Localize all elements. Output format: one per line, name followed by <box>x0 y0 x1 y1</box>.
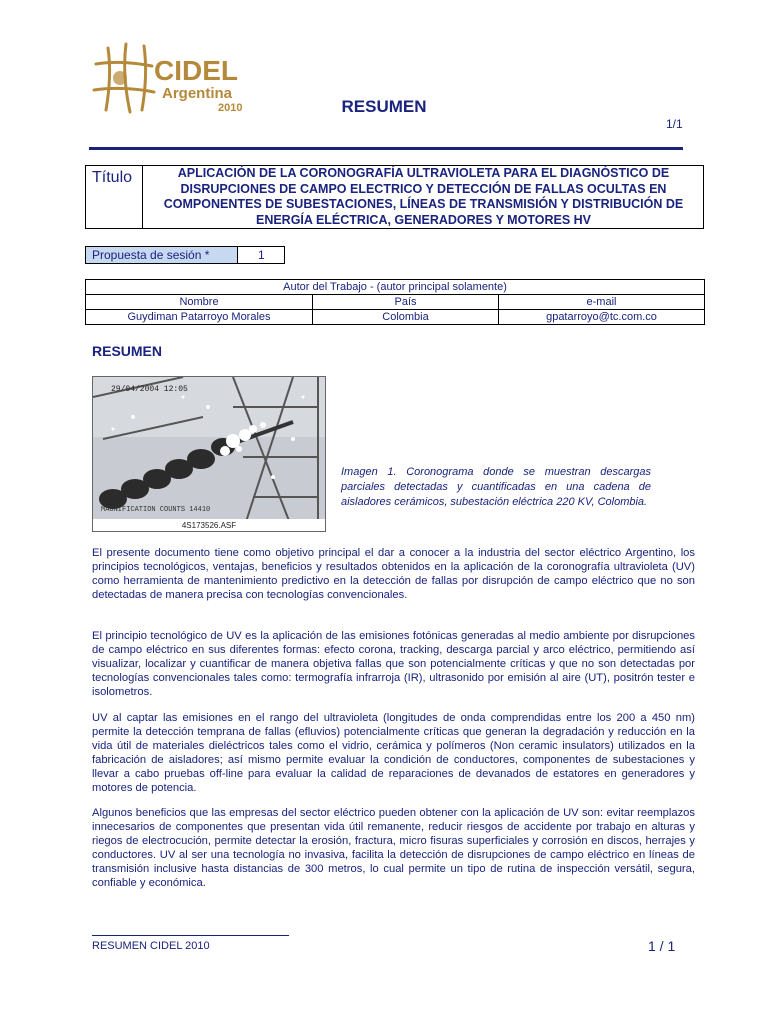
session-label: Propuesta de sesión * <box>85 246 238 264</box>
paragraph: UV al captar las emisiones en el rango del ultravioleta (longitudes de onda comprendidas entre los 200 a 450 nm) permite la detección temprana de fallas (efluvios) potencialmente críticas que generan la degradación y reducción en la vida útil de materiales dieléctricos tales como el vidrio, cerámica y polímeros (Non ceramic insulators) utilizados en la fabricación de aisladores; así mismo permite evaluar la condición de conductores, componentes de subestaciones y llevar a cabo pruebas off-line para evaluar la calidad de reparaciones de devanados de estatores en generadores y motores de potencia. <box>92 712 695 794</box>
logo-year: 2010 <box>218 102 243 114</box>
author-email: gpatarroyo@tc.com.co <box>499 310 705 325</box>
footer-page-number: 1 / 1 <box>648 938 676 954</box>
author-table-heading-row <box>86 280 705 295</box>
logo-brand: CIDEL <box>154 55 238 86</box>
logo-country: Argentina <box>162 85 233 102</box>
image-caption: Imagen 1. Coronograma donde se muestran descargas parciales detectadas y cuantificadas en una cadena de aisladores cerámicos, subestación eléctrica 220 KV, Colombia. <box>341 466 651 508</box>
title-box <box>85 165 704 229</box>
table-row <box>86 310 705 325</box>
photo-timestamp: 29/04/2004 12:05 <box>111 385 188 394</box>
paper-title: APLICACIÓN DE LA CORONOGRAFÍA ULTRAVIOLETA PARA EL DIAGNÓSTICO DE DISRUPCIONES DE CAMPO ELECTRICO Y DETECCIÓN DE FALLAS OCULTAS EN COMPONENTES DE SUBESTACIONES, LÍNEAS DE TRANSMISIÓN Y DISTRIBUCIÓN DE ENERGÍA ELÉCTRICA, GENERADORES Y MOTORES HV <box>163 166 684 227</box>
coronograph-picture <box>93 377 325 531</box>
author-country: Colombia <box>313 310 499 325</box>
author-table-heading: Autor del Trabajo - (autor principal solamente) <box>86 280 705 295</box>
footer-label: RESUMEN CIDEL 2010 <box>92 940 210 952</box>
session-value: 1 <box>237 246 285 264</box>
paragraph: El principio tecnológico de UV es la aplicación de las emisiones fotónicas generadas al medio ambiente por disrupciones de campo eléctrico en sus diferentes formas: efecto corona, tracking, descarga parcial y arco eléctrico, permitiendo así visualizar, localizar y cuantificar de manera objetiva fallas que son potencialmente críticas y que no son detectadas por tecnologías convencionales tales como: termografía infrarroja (IR), ultrasonido por emisión al aire (UT), positrón tester e isolometros. <box>92 630 695 698</box>
photo-overlay-text: MAGNIFICATION COUNTS 14410 <box>101 506 211 514</box>
summary-heading: RESUMEN <box>92 343 163 359</box>
title-label: Título <box>86 166 143 228</box>
column-header-email: e-mail <box>499 295 705 310</box>
footer-divider <box>92 935 289 936</box>
coronograph-image <box>92 376 326 532</box>
author-name: Guydiman Patarroyo Morales <box>86 310 313 325</box>
paragraph: El presente documento tiene como objetivo principal el dar a conocer a la industria del sector eléctrico Argentino, los principios tecnológicos, ventajas, beneficios y resultados obtenidos en la aplicación de la coronografía ultravioleta (UV) como herramienta de mantenimiento predictivo en la detección de fallas por disrupción de campo eléctrico que no son detectadas de manera precisa con tecnologías convencionales. <box>92 547 695 601</box>
column-header-name: Nombre <box>86 295 313 310</box>
page-number-top: 1/1 <box>666 117 683 131</box>
page-title: RESUMEN <box>341 97 427 116</box>
column-header-country: País <box>313 295 499 310</box>
paragraph: Algunos beneficios que las empresas del sector eléctrico pueden obtener con la aplicación de UV son: evitar reemplazos innecesarios de componentes que presentan vida útil remanente, reducir riesgos de accidente por trabajo en alturas y riegos de electrocución, permite detectar la erosión, fractura, micro fisuras superficiales y corrosión en discos, herrajes y conductores. UV al ser una tecnología no invasiva, facilita la detección de disrupciones de campo eléctrico en líneas de transmisión inclusive hasta distancias de 300 metros, lo cual permite un tipo de rutina de inspección versátil, segura, confiable y económica. <box>92 807 695 889</box>
author-table <box>85 279 705 325</box>
header-divider <box>89 147 683 150</box>
photo-file-label: 4S173526.ASF <box>181 521 237 530</box>
author-table-header-row <box>86 295 705 310</box>
